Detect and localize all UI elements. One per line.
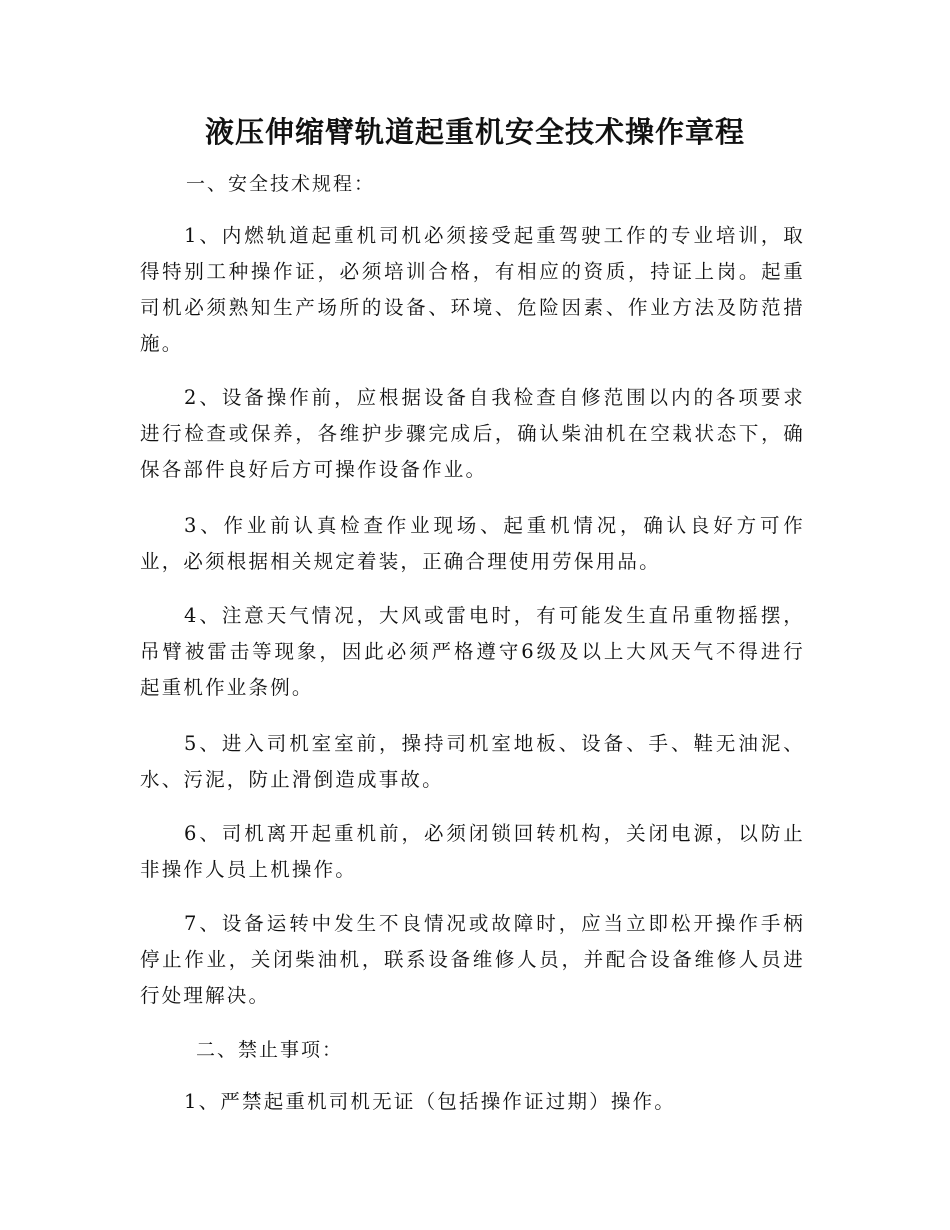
paragraph-rule-4: 4、注意天气情况，大风或雷电时，有可能发生直吊重物摇摆，吊臂被雷击等现象，因此必须严格遵守6级及以上大风天气不得进行起重机作业条例。 [140, 604, 805, 699]
paragraph-prohibition-1: 1、严禁起重机司机无证（包括操作证过期）操作。 [184, 1090, 677, 1113]
paragraph-rule-7: 7、设备运转中发生不良情况或故障时，应当立即松开操作手柄停止作业，关闭柴油机，联系设备维修人员，并配合设备维修人员进行处理解决。 [140, 912, 805, 1007]
paragraph-rule-2: 2、设备操作前，应根据设备自我检查自修范围以内的各项要求进行检查或保养，各维护步骤完成后，确认柴油机在空栽状态下，确保各部件良好后方可操作设备作业。 [140, 386, 805, 481]
section-heading-prohibitions: 二、禁止事项： [196, 1039, 344, 1061]
paragraph-rule-5: 5、进入司机室室前，操持司机室地板、设备、手、鞋无油泥、水、污泥，防止滑倒造成事故。 [140, 732, 805, 791]
document-title: 液压伸缩臂轨道起重机安全技术操作章程 [204, 115, 745, 149]
paragraph-rule-3: 3、作业前认真检查作业现场、起重机情况，确认良好方可作业，必须根据相关规定着装，正确合理使用劳保用品。 [140, 514, 805, 573]
paragraph-rule-6: 6、司机离开起重机前，必须闭锁回转机构，关闭电源，以防止非操作人员上机操作。 [140, 822, 805, 881]
paragraph-rule-1: 1、内燃轨道起重机司机必须接受起重驾驶工作的专业培训，取得特别工种操作证，必须培训合格，有相应的资质，持证上岗。起重司机必须熟知生产场所的设备、环境、危险因素、作业方法及防范措施。 [140, 224, 805, 355]
section-heading-safety-rules: 一、安全技术规程： [186, 173, 376, 195]
